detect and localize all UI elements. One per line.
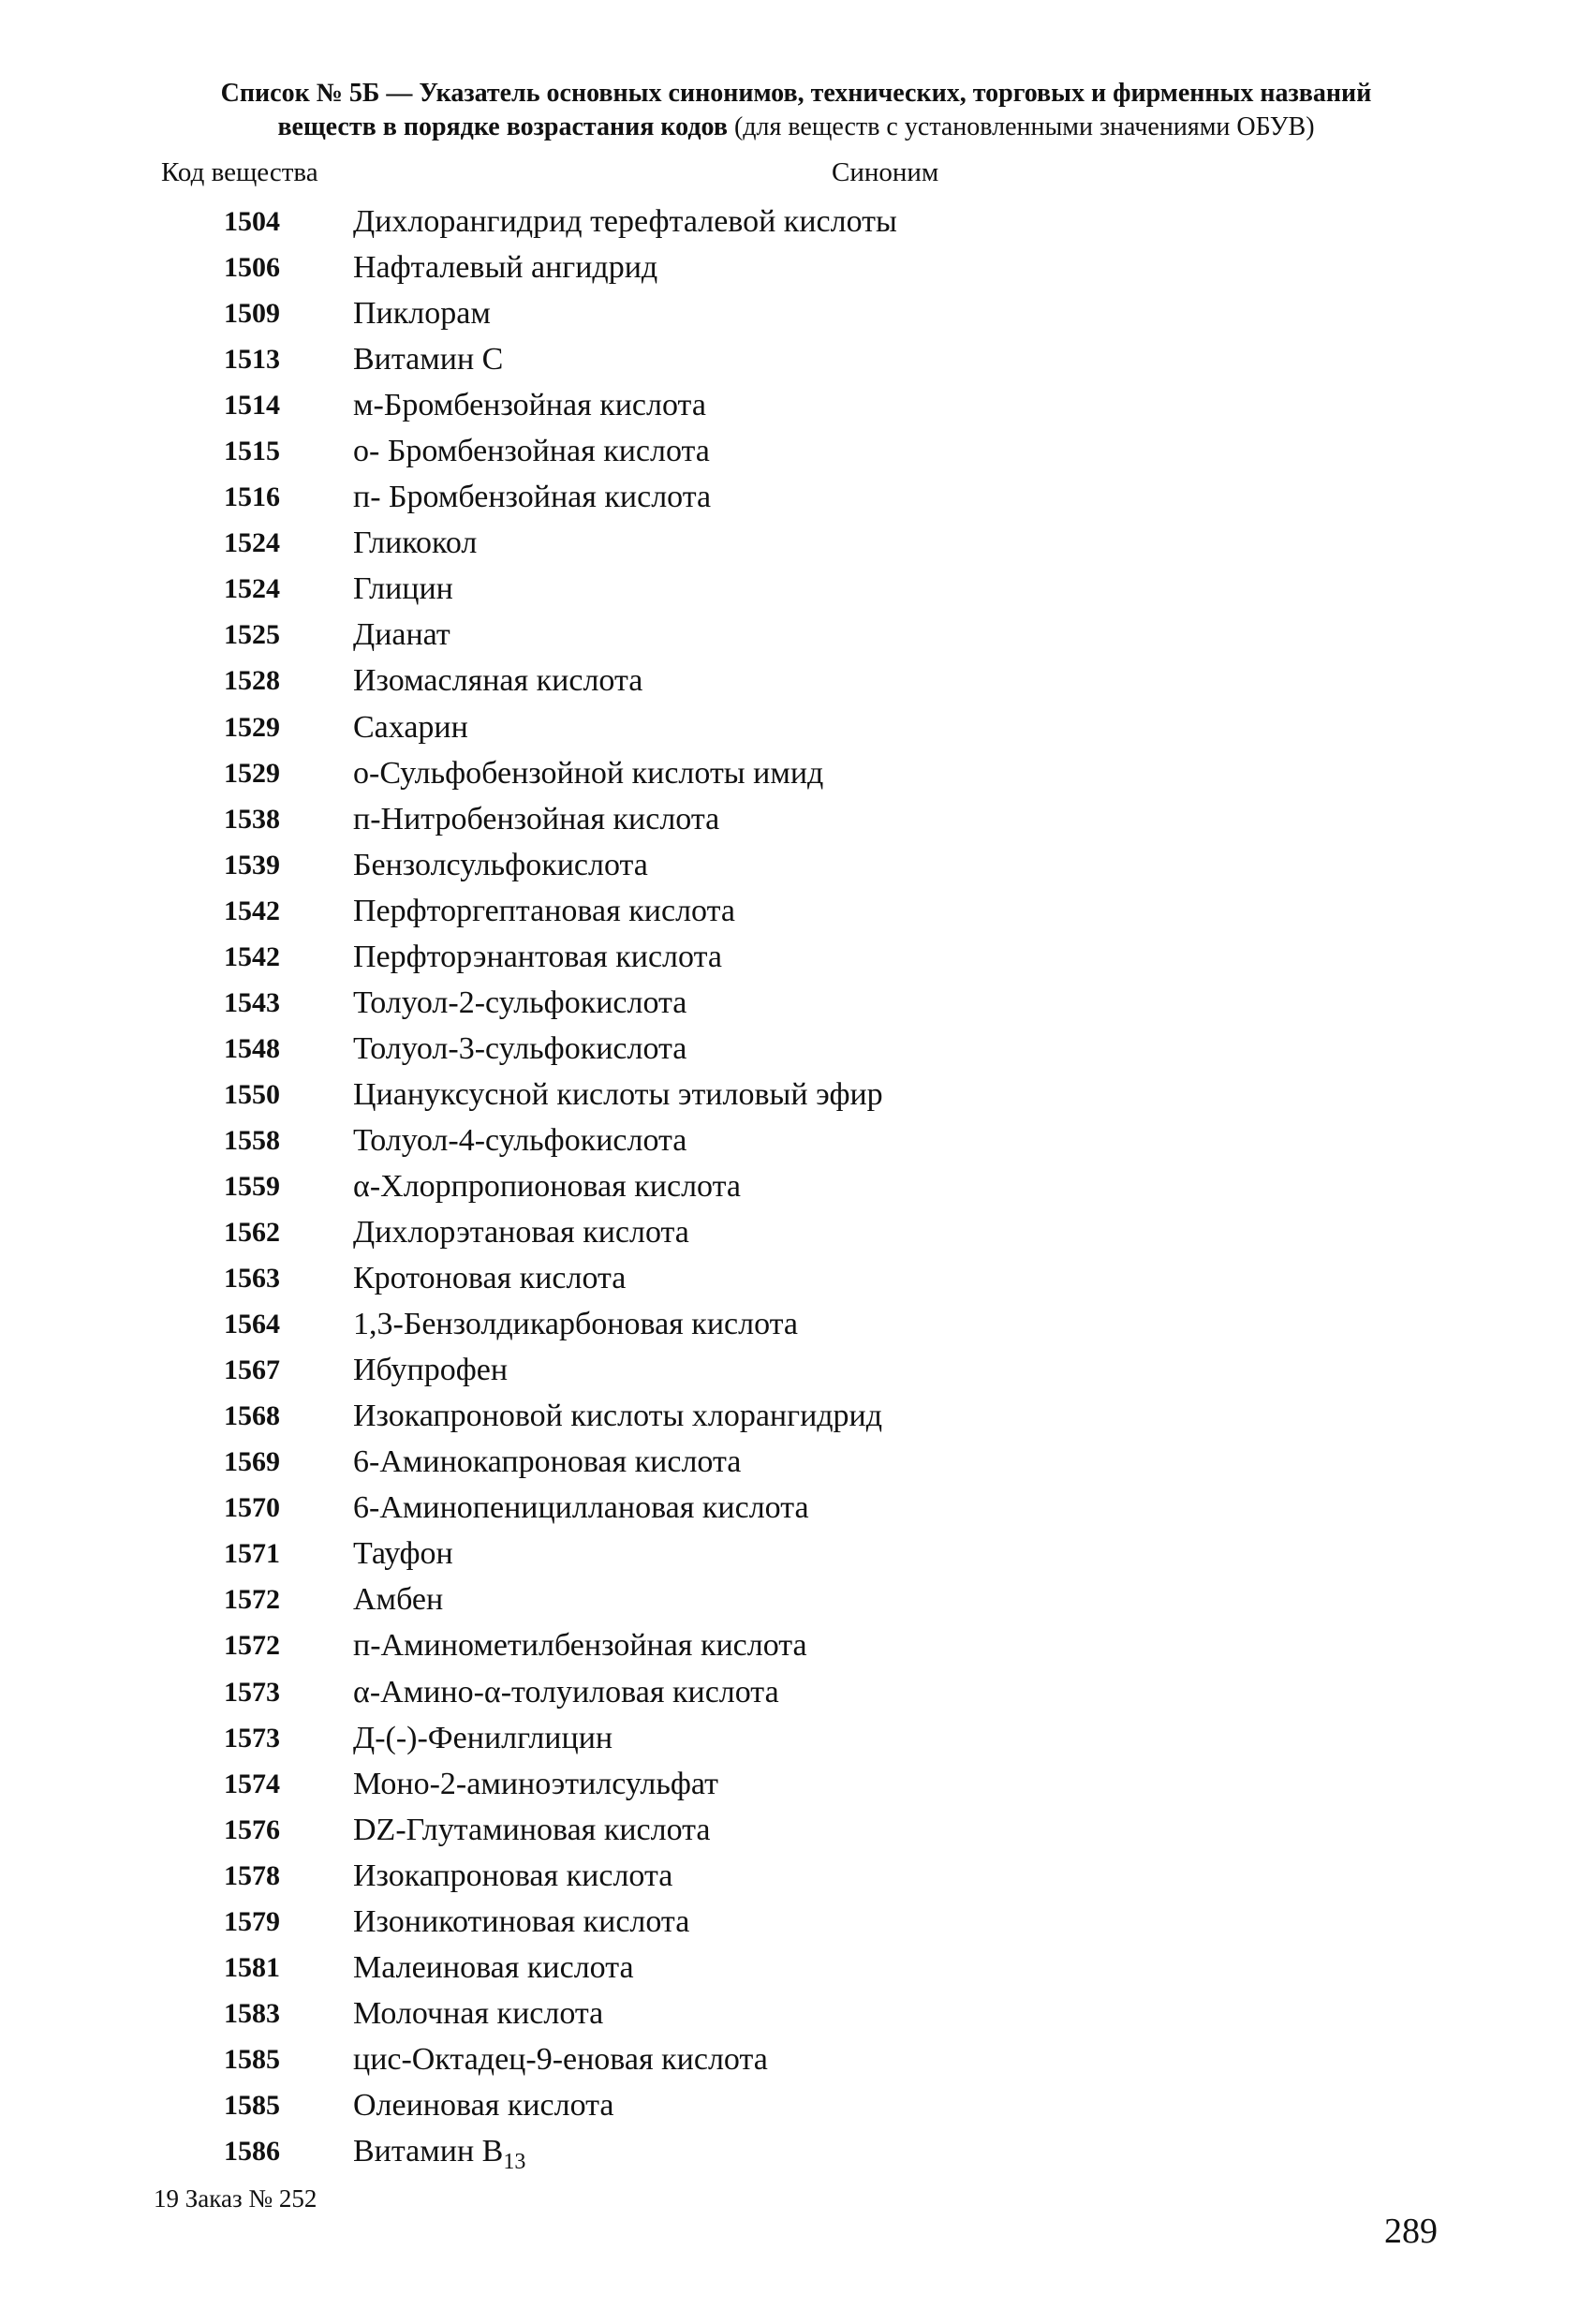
table-row bbox=[0, 1761, 1594, 1807]
synonym-text: Изоникотиновая кислота bbox=[353, 1903, 690, 1939]
synonym-text: Сахарин bbox=[353, 709, 468, 745]
table-row bbox=[0, 658, 1594, 703]
synonym-text: Изокапроновой кислоты хлорангидрид bbox=[353, 1399, 883, 1434]
synonym-text: п- Бромбензойная кислота bbox=[353, 480, 712, 515]
table-row bbox=[0, 1439, 1594, 1485]
synonym-name bbox=[353, 1991, 603, 2036]
table-row bbox=[0, 1945, 1594, 1991]
synonym-name bbox=[353, 750, 823, 796]
synonym-name bbox=[353, 336, 503, 382]
substance-code: 1539 bbox=[224, 849, 280, 881]
synonym-text: Дианат bbox=[353, 617, 450, 653]
substance-code: 1562 bbox=[224, 1217, 280, 1249]
table-row bbox=[0, 888, 1594, 934]
substance-code: 1569 bbox=[224, 1446, 280, 1478]
substance-code: 1563 bbox=[224, 1263, 280, 1295]
synonym-name bbox=[353, 796, 719, 842]
substance-code: 1524 bbox=[224, 527, 280, 559]
substance-code: 1578 bbox=[224, 1859, 280, 1891]
table-row bbox=[0, 336, 1594, 382]
synonym-name bbox=[353, 1761, 718, 1807]
heading-line-2-normal: (для веществ с установленными значениями ОБУВ) bbox=[727, 112, 1315, 141]
table-row bbox=[0, 1163, 1594, 1209]
table-row bbox=[0, 1347, 1594, 1393]
synonym-text: Витамин С bbox=[353, 342, 504, 377]
synonym-text: Перфторэнантовая кислота bbox=[353, 939, 722, 974]
substance-code: 1568 bbox=[224, 1400, 280, 1432]
synonym-name bbox=[353, 1622, 807, 1668]
table-row bbox=[0, 704, 1594, 750]
table-row bbox=[0, 1301, 1594, 1347]
substance-code: 1542 bbox=[224, 940, 280, 972]
page-number: 289 bbox=[1384, 2212, 1438, 2251]
table-row bbox=[0, 290, 1594, 336]
table-row bbox=[0, 1118, 1594, 1163]
synonym-text: Кротоновая кислота bbox=[353, 1261, 627, 1296]
synonym-name bbox=[353, 2082, 614, 2128]
table-row bbox=[0, 1531, 1594, 1576]
synonym-name bbox=[353, 1715, 613, 1761]
synonym-text: 1,3-Бензолдикарбоновая кислота bbox=[353, 1307, 798, 1342]
table-row bbox=[0, 1669, 1594, 1715]
synonym-name bbox=[353, 566, 453, 612]
heading-line-2-bold: веществ в порядке возрастания кодов bbox=[277, 112, 728, 141]
substance-code: 1506 bbox=[224, 252, 280, 284]
synonym-name bbox=[353, 199, 897, 244]
synonym-text: 6-Аминокапроновая кислота bbox=[353, 1444, 742, 1480]
synonym-text: Дихлорэтановая кислота bbox=[353, 1215, 689, 1251]
substance-code: 1558 bbox=[224, 1124, 280, 1156]
table-row bbox=[0, 1715, 1594, 1761]
table-row bbox=[0, 199, 1594, 244]
substance-code: 1564 bbox=[224, 1309, 280, 1340]
table-row bbox=[0, 382, 1594, 428]
synonym-text: Молочная кислота bbox=[353, 1995, 604, 2031]
synonym-text: Глицин bbox=[353, 571, 453, 607]
table-row bbox=[0, 1255, 1594, 1301]
synonym-text: Дихлорангидрид терефталевой кислоты bbox=[353, 204, 897, 239]
synonym-text: Бензолсульфокислота bbox=[353, 847, 648, 882]
substance-code: 1509 bbox=[224, 298, 280, 330]
synonym-name bbox=[353, 1576, 443, 1622]
synonym-text: Олеиновая кислота bbox=[353, 2087, 614, 2123]
table-row bbox=[0, 612, 1594, 658]
substance-code: 1581 bbox=[224, 1951, 280, 1983]
synonym-name bbox=[353, 1531, 453, 1576]
substance-code: 1548 bbox=[224, 1032, 280, 1064]
substance-code: 1515 bbox=[224, 436, 280, 467]
substance-code: 1514 bbox=[224, 390, 280, 422]
synonym-name bbox=[353, 1439, 741, 1485]
synonym-text: Гликокол bbox=[353, 525, 478, 561]
synonym-text: п-Нитробензойная кислота bbox=[353, 801, 720, 836]
synonym-text: Толуол-3-сульфокислота bbox=[353, 1030, 687, 1066]
synonym-text: Пиклорам bbox=[353, 296, 491, 332]
synonym-text: Изокапроновая кислота bbox=[353, 1858, 673, 1893]
substance-code: 1516 bbox=[224, 481, 280, 513]
synonym-text: DZ-Глутаминовая кислота bbox=[353, 1812, 711, 1847]
synonym-text: Изомасляная кислота bbox=[353, 663, 643, 699]
synonym-text: м-Бромбензойная кислота bbox=[353, 388, 706, 423]
synonym-name bbox=[353, 2036, 768, 2082]
substance-code: 1513 bbox=[224, 344, 280, 376]
synonym-table bbox=[0, 199, 1594, 2174]
synonym-text: Циануксусной кислоты этиловый эфир bbox=[353, 1076, 883, 1112]
synonym-name bbox=[353, 1485, 809, 1531]
table-row bbox=[0, 1807, 1594, 1853]
synonym-text: Витамин В bbox=[353, 2133, 504, 2169]
table-row bbox=[0, 980, 1594, 1026]
substance-code: 1576 bbox=[224, 1813, 280, 1845]
synonym-text: Тауфон bbox=[353, 1536, 453, 1572]
list-heading bbox=[140, 77, 1452, 144]
table-row bbox=[0, 796, 1594, 842]
table-row bbox=[0, 1853, 1594, 1899]
table-row bbox=[0, 1026, 1594, 1072]
column-header-synonym: Синоним bbox=[832, 157, 939, 187]
substance-code: 1585 bbox=[224, 2089, 280, 2121]
substance-code: 1572 bbox=[224, 1630, 280, 1662]
synonym-text: Амбен bbox=[353, 1582, 444, 1618]
synonym-text: Ибупрофен bbox=[353, 1353, 509, 1388]
table-row bbox=[0, 1991, 1594, 2036]
synonym-text: о-Сульфобензойной кислоты имид bbox=[353, 755, 824, 791]
substance-code: 1585 bbox=[224, 2043, 280, 2075]
table-row bbox=[0, 428, 1594, 474]
synonym-name bbox=[353, 888, 735, 934]
synonym-name bbox=[353, 428, 710, 474]
synonym-text: Толуол-4-сульфокислота bbox=[353, 1122, 687, 1158]
substance-code: 1573 bbox=[224, 1676, 280, 1708]
synonym-name bbox=[353, 520, 477, 566]
order-note: 19 Заказ № 252 bbox=[154, 2184, 317, 2213]
substance-code: 1573 bbox=[224, 1722, 280, 1754]
substance-code: 1572 bbox=[224, 1584, 280, 1616]
synonym-text: α-Хлорпропионовая кислота bbox=[353, 1168, 741, 1204]
table-row bbox=[0, 1209, 1594, 1255]
synonym-name bbox=[353, 1118, 686, 1163]
substance-code: 1559 bbox=[224, 1170, 280, 1202]
heading-line-2 bbox=[140, 111, 1452, 144]
synonym-name bbox=[353, 980, 686, 1026]
table-row bbox=[0, 1622, 1594, 1668]
synonym-text: 6-Аминопенициллановая кислота bbox=[353, 1490, 809, 1526]
synonym-name bbox=[353, 1026, 686, 1072]
table-row bbox=[0, 566, 1594, 612]
synonym-name bbox=[353, 244, 657, 290]
synonym-text: цис-Октадец-9-еновая кислота bbox=[353, 2041, 768, 2077]
synonym-subscript: 13 bbox=[503, 2149, 526, 2174]
substance-code: 1586 bbox=[224, 2135, 280, 2167]
table-row bbox=[0, 1393, 1594, 1439]
synonym-name bbox=[353, 1163, 741, 1209]
table-row bbox=[0, 750, 1594, 796]
table-row bbox=[0, 2128, 1594, 2174]
synonym-name bbox=[353, 1209, 689, 1255]
synonym-name bbox=[353, 1072, 883, 1118]
column-header-code: Код вещества bbox=[161, 157, 318, 187]
table-row bbox=[0, 1485, 1594, 1531]
synonym-text: Нафталевый ангидрид bbox=[353, 250, 658, 286]
substance-code: 1567 bbox=[224, 1354, 280, 1386]
synonym-text: Малеиновая кислота bbox=[353, 1949, 634, 1985]
synonym-name bbox=[353, 1393, 882, 1439]
synonym-name bbox=[353, 1853, 672, 1899]
substance-code: 1529 bbox=[224, 711, 280, 743]
synonym-name bbox=[353, 2128, 525, 2174]
substance-code: 1524 bbox=[224, 573, 280, 605]
substance-code: 1543 bbox=[224, 986, 280, 1018]
synonym-name bbox=[353, 1669, 779, 1715]
table-row bbox=[0, 520, 1594, 566]
synonym-name bbox=[353, 612, 450, 658]
synonym-text: о- Бромбензойная кислота bbox=[353, 434, 710, 469]
heading-line-1: Список № 5Б — Указатель основных синонимов, технических, торговых и фирменных названий bbox=[220, 79, 1372, 108]
substance-code: 1583 bbox=[224, 1997, 280, 2029]
synonym-text: Моно-2-аминоэтилсульфат bbox=[353, 1766, 718, 1801]
substance-code: 1504 bbox=[224, 206, 280, 237]
synonym-text: α-Амино-α-толуиловая кислота bbox=[353, 1674, 779, 1710]
synonym-name bbox=[353, 842, 648, 888]
table-row bbox=[0, 1899, 1594, 1945]
substance-code: 1570 bbox=[224, 1492, 280, 1524]
substance-code: 1579 bbox=[224, 1905, 280, 1937]
synonym-text: п-Аминометилбензойная кислота bbox=[353, 1628, 807, 1664]
synonym-text: Д-(-)-Фенилглицин bbox=[353, 1720, 613, 1755]
table-row bbox=[0, 244, 1594, 290]
substance-code: 1538 bbox=[224, 803, 280, 835]
synonym-name bbox=[353, 1899, 689, 1945]
synonym-name bbox=[353, 658, 642, 703]
synonym-name bbox=[353, 290, 491, 336]
substance-code: 1574 bbox=[224, 1768, 280, 1799]
synonym-name bbox=[353, 474, 711, 520]
table-row bbox=[0, 842, 1594, 888]
synonym-name bbox=[353, 934, 722, 980]
table-row bbox=[0, 934, 1594, 980]
synonym-name bbox=[353, 1807, 711, 1853]
table-row bbox=[0, 2036, 1594, 2082]
synonym-text: Толуол-2-сульфокислота bbox=[353, 984, 687, 1020]
synonym-name bbox=[353, 1945, 634, 1991]
synonym-name bbox=[353, 1347, 508, 1393]
substance-code: 1542 bbox=[224, 895, 280, 926]
substance-code: 1525 bbox=[224, 619, 280, 651]
substance-code: 1550 bbox=[224, 1078, 280, 1110]
substance-code: 1528 bbox=[224, 665, 280, 697]
synonym-name bbox=[353, 704, 468, 750]
synonym-name bbox=[353, 1301, 798, 1347]
table-row bbox=[0, 474, 1594, 520]
substance-code: 1571 bbox=[224, 1538, 280, 1570]
table-row bbox=[0, 1072, 1594, 1118]
substance-code: 1529 bbox=[224, 757, 280, 789]
synonym-name bbox=[353, 1255, 626, 1301]
synonym-name bbox=[353, 382, 706, 428]
synonym-text: Перфторгептановая кислота bbox=[353, 893, 735, 928]
table-row bbox=[0, 2082, 1594, 2128]
table-row bbox=[0, 1576, 1594, 1622]
